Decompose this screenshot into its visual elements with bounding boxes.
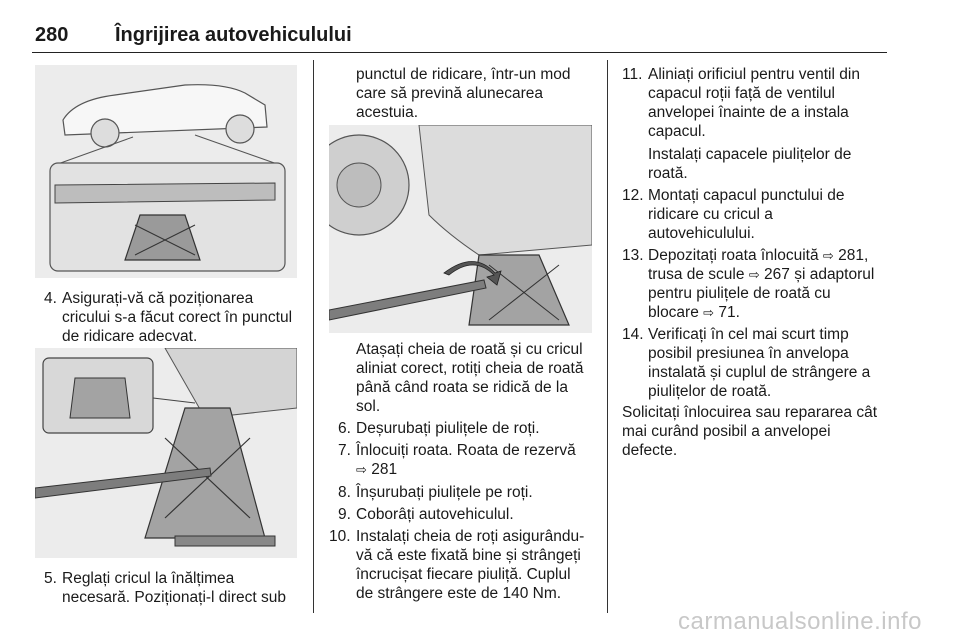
intro-line2: care să prevină alunecarea	[356, 85, 543, 102]
step-4-text-line3: de ridicare adecvat.	[62, 328, 198, 345]
step-4-number: 4.	[44, 290, 57, 307]
jack-detail-illustration	[35, 348, 297, 558]
step-13-text-line3: pentru piulițele de roată cu	[648, 285, 831, 302]
step-11-text-line4: capacul.	[648, 123, 706, 140]
watermark: carmanualsonline.info	[678, 608, 922, 635]
step-4-text-line2: cricului s-a făcut corect în punctul	[62, 309, 293, 326]
closing-line2: mai curând posibil a anvelopei	[622, 423, 831, 440]
step-11-number: 11.	[622, 66, 643, 83]
step-13-ref-71[interactable]: 71.	[718, 304, 740, 321]
step-11-text-line3: anvelopei înainte de a instala	[648, 104, 849, 121]
step-11-text-line2: capacul roții față de ventilul	[648, 85, 835, 102]
step-8-text: Înșurubați piulițele pe roți.	[356, 484, 533, 501]
step-14-number: 14.	[622, 326, 644, 343]
step-11-text-line1: Aliniați orificiul pentru ventil din	[648, 66, 860, 83]
step-13-ref-267[interactable]: 267 și adaptorul	[764, 266, 875, 283]
closing-line3: defecte.	[622, 442, 678, 459]
step-12-number: 12.	[622, 187, 644, 204]
closing-line1: Solicitați înlocuirea sau repararea cât	[622, 404, 878, 421]
step-10-number: 10.	[329, 528, 351, 545]
step-10-text-line3: încrucișat fiecare piuliță. Cuplul	[356, 566, 571, 583]
step-12-text-line1: Montați capacul punctului de	[648, 187, 845, 204]
step-5-text-line1: Reglați cricul la înălțimea	[62, 570, 235, 587]
step-14-text-line3: instalată și cuplul de strângere a	[648, 364, 871, 381]
step-10-text-line1: Instalați cheia de roți asigurându-	[356, 528, 585, 545]
step-7-ref-page: 281	[371, 461, 398, 478]
step-6-text: Deșurubați piulițele de roți.	[356, 420, 540, 437]
step-12-text-line3: autovehiculului.	[648, 225, 755, 242]
step-10-text-line2: vă că este fixată bine și strângeți	[356, 547, 581, 564]
step-13-text-line2: trusa de scule ⇨ 267 și adaptorul	[648, 266, 875, 283]
attach-line1: Atașați cheia de roată și cu cricul	[356, 341, 583, 358]
reference-arrow-icon: ⇨	[703, 306, 715, 321]
step-13-number: 13.	[622, 247, 644, 264]
reference-arrow-icon: ⇨	[748, 268, 760, 283]
intro-line1: punctul de ridicare, într-un mod	[356, 66, 571, 83]
step-13-text-line4: blocare ⇨ 71.	[648, 304, 740, 321]
attach-line3: până când roata se ridică de la	[356, 379, 568, 396]
step-12-text-line2: ridicare cu cricul a	[648, 206, 773, 223]
column-divider-2	[607, 60, 608, 613]
attach-line4: sol.	[356, 398, 381, 415]
intro-line3: acestuia.	[356, 104, 419, 121]
step-7-number: 7.	[338, 442, 351, 459]
step-14-text-line4: piulițelor de roată.	[648, 383, 772, 400]
step-5-number: 5.	[44, 570, 57, 587]
step-5-text-line2: necesară. Poziționați-l direct sub	[62, 589, 287, 606]
chapter-title: Îngrijirea autovehiculului	[115, 24, 352, 46]
reference-arrow-icon: ⇨	[356, 463, 367, 478]
step-4-text-line1: Asigurați-vă că poziționarea	[62, 290, 254, 307]
wheel-wrench-jack-illustration	[329, 125, 592, 333]
page-number: 280	[35, 24, 69, 46]
car-jack-position-illustration	[35, 65, 297, 278]
step-9-number: 9.	[338, 506, 351, 523]
step-13-ref-281[interactable]: 281,	[838, 247, 869, 264]
reference-arrow-icon: ⇨	[822, 249, 834, 264]
step-11-sub-line1: Instalați capacele piulițelor de	[648, 146, 852, 163]
step-11-sub-line2: roată.	[648, 165, 688, 182]
step-14-text-line1: Verificați în cel mai scurt timp	[648, 326, 849, 343]
column-divider-1	[313, 60, 314, 613]
step-7-ref[interactable]	[356, 461, 397, 481]
step-8-number: 8.	[338, 484, 351, 501]
step-6-number: 6.	[338, 420, 351, 437]
step-13-text-line1: Depozitați roata înlocuită ⇨ 281,	[648, 247, 869, 264]
step-10-text-line4: de strângere este de 140 Nm.	[356, 585, 562, 602]
step-14-text-line2: posibil presiunea în anvelopa	[648, 345, 849, 362]
step-7-text-line1: Înlocuiți roata. Roata de rezervă	[356, 442, 576, 459]
attach-line2: aliniat corect, rotiți cheia de roată	[356, 360, 584, 377]
page-header	[32, 22, 887, 53]
step-9-text: Coborâți autovehiculul.	[356, 506, 514, 523]
